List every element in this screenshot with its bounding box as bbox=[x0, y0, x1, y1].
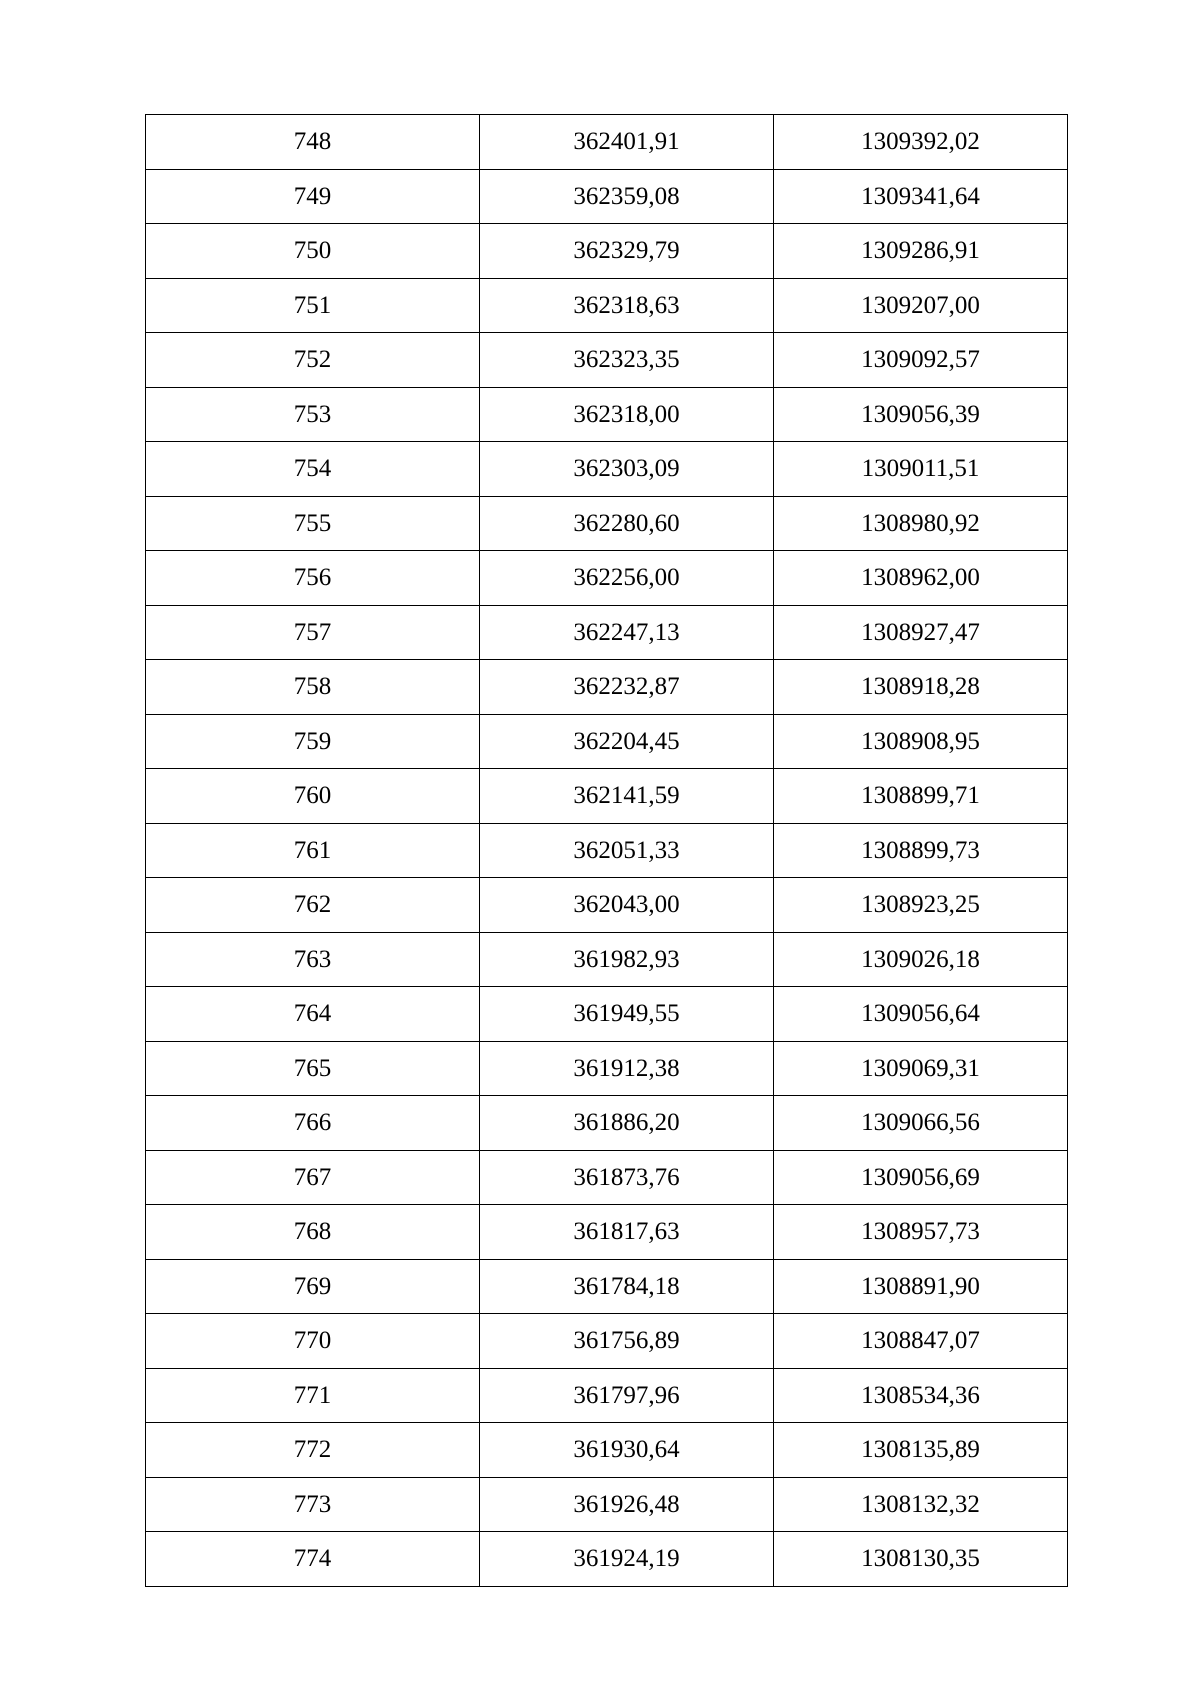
x-coordinate-cell: 361784,18 bbox=[480, 1259, 774, 1314]
table-row bbox=[146, 1150, 1068, 1205]
table-row bbox=[146, 387, 1068, 442]
x-coordinate-cell: 361886,20 bbox=[480, 1096, 774, 1151]
table-row bbox=[146, 551, 1068, 606]
x-coordinate-cell: 361817,63 bbox=[480, 1205, 774, 1260]
y-coordinate-cell: 1308918,28 bbox=[774, 660, 1068, 715]
y-coordinate-cell: 1308980,92 bbox=[774, 496, 1068, 551]
x-coordinate-cell: 362303,09 bbox=[480, 442, 774, 497]
x-coordinate-cell: 362256,00 bbox=[480, 551, 774, 606]
table-row bbox=[146, 605, 1068, 660]
point-number-cell: 771 bbox=[146, 1368, 480, 1423]
point-number-cell: 753 bbox=[146, 387, 480, 442]
y-coordinate-cell: 1308132,32 bbox=[774, 1477, 1068, 1532]
x-coordinate-cell: 362359,08 bbox=[480, 169, 774, 224]
table-row bbox=[146, 714, 1068, 769]
y-coordinate-cell: 1309056,39 bbox=[774, 387, 1068, 442]
y-coordinate-cell: 1309056,69 bbox=[774, 1150, 1068, 1205]
table-row bbox=[146, 115, 1068, 170]
y-coordinate-cell: 1308130,35 bbox=[774, 1532, 1068, 1587]
table-row bbox=[146, 333, 1068, 388]
table-row bbox=[146, 1423, 1068, 1478]
y-coordinate-cell: 1308899,71 bbox=[774, 769, 1068, 824]
table-row bbox=[146, 1532, 1068, 1587]
point-number-cell: 749 bbox=[146, 169, 480, 224]
point-number-cell: 751 bbox=[146, 278, 480, 333]
point-number-cell: 748 bbox=[146, 115, 480, 170]
point-number-cell: 768 bbox=[146, 1205, 480, 1260]
point-number-cell: 774 bbox=[146, 1532, 480, 1587]
table-row bbox=[146, 823, 1068, 878]
table-row bbox=[146, 1259, 1068, 1314]
point-number-cell: 760 bbox=[146, 769, 480, 824]
y-coordinate-cell: 1308927,47 bbox=[774, 605, 1068, 660]
y-coordinate-cell: 1309092,57 bbox=[774, 333, 1068, 388]
y-coordinate-cell: 1308135,89 bbox=[774, 1423, 1068, 1478]
x-coordinate-cell: 361924,19 bbox=[480, 1532, 774, 1587]
y-coordinate-cell: 1309011,51 bbox=[774, 442, 1068, 497]
table-row bbox=[146, 660, 1068, 715]
coordinates-table-body bbox=[146, 115, 1068, 1587]
x-coordinate-cell: 361926,48 bbox=[480, 1477, 774, 1532]
table-row bbox=[146, 169, 1068, 224]
point-number-cell: 750 bbox=[146, 224, 480, 279]
coordinates-table bbox=[145, 114, 1068, 1587]
x-coordinate-cell: 361912,38 bbox=[480, 1041, 774, 1096]
point-number-cell: 764 bbox=[146, 987, 480, 1042]
x-coordinate-cell: 362141,59 bbox=[480, 769, 774, 824]
x-coordinate-cell: 362204,45 bbox=[480, 714, 774, 769]
table-row bbox=[146, 1096, 1068, 1151]
point-number-cell: 756 bbox=[146, 551, 480, 606]
x-coordinate-cell: 362247,13 bbox=[480, 605, 774, 660]
point-number-cell: 773 bbox=[146, 1477, 480, 1532]
table-row bbox=[146, 278, 1068, 333]
point-number-cell: 762 bbox=[146, 878, 480, 933]
x-coordinate-cell: 362043,00 bbox=[480, 878, 774, 933]
x-coordinate-cell: 362232,87 bbox=[480, 660, 774, 715]
y-coordinate-cell: 1308891,90 bbox=[774, 1259, 1068, 1314]
y-coordinate-cell: 1308899,73 bbox=[774, 823, 1068, 878]
x-coordinate-cell: 361756,89 bbox=[480, 1314, 774, 1369]
y-coordinate-cell: 1309066,56 bbox=[774, 1096, 1068, 1151]
point-number-cell: 763 bbox=[146, 932, 480, 987]
y-coordinate-cell: 1308923,25 bbox=[774, 878, 1068, 933]
point-number-cell: 761 bbox=[146, 823, 480, 878]
point-number-cell: 772 bbox=[146, 1423, 480, 1478]
y-coordinate-cell: 1309026,18 bbox=[774, 932, 1068, 987]
y-coordinate-cell: 1308908,95 bbox=[774, 714, 1068, 769]
x-coordinate-cell: 362318,63 bbox=[480, 278, 774, 333]
point-number-cell: 759 bbox=[146, 714, 480, 769]
table-row bbox=[146, 1368, 1068, 1423]
point-number-cell: 754 bbox=[146, 442, 480, 497]
x-coordinate-cell: 362051,33 bbox=[480, 823, 774, 878]
table-row bbox=[146, 1205, 1068, 1260]
point-number-cell: 752 bbox=[146, 333, 480, 388]
x-coordinate-cell: 361930,64 bbox=[480, 1423, 774, 1478]
table-row bbox=[146, 769, 1068, 824]
x-coordinate-cell: 361982,93 bbox=[480, 932, 774, 987]
x-coordinate-cell: 361797,96 bbox=[480, 1368, 774, 1423]
point-number-cell: 767 bbox=[146, 1150, 480, 1205]
point-number-cell: 766 bbox=[146, 1096, 480, 1151]
y-coordinate-cell: 1308962,00 bbox=[774, 551, 1068, 606]
point-number-cell: 765 bbox=[146, 1041, 480, 1096]
y-coordinate-cell: 1309286,91 bbox=[774, 224, 1068, 279]
point-number-cell: 757 bbox=[146, 605, 480, 660]
x-coordinate-cell: 362318,00 bbox=[480, 387, 774, 442]
x-coordinate-cell: 362323,35 bbox=[480, 333, 774, 388]
x-coordinate-cell: 362329,79 bbox=[480, 224, 774, 279]
table-row bbox=[146, 987, 1068, 1042]
point-number-cell: 770 bbox=[146, 1314, 480, 1369]
table-row bbox=[146, 1314, 1068, 1369]
y-coordinate-cell: 1308534,36 bbox=[774, 1368, 1068, 1423]
y-coordinate-cell: 1308847,07 bbox=[774, 1314, 1068, 1369]
x-coordinate-cell: 361949,55 bbox=[480, 987, 774, 1042]
y-coordinate-cell: 1309341,64 bbox=[774, 169, 1068, 224]
x-coordinate-cell: 362280,60 bbox=[480, 496, 774, 551]
table-row bbox=[146, 442, 1068, 497]
y-coordinate-cell: 1308957,73 bbox=[774, 1205, 1068, 1260]
x-coordinate-cell: 362401,91 bbox=[480, 115, 774, 170]
point-number-cell: 758 bbox=[146, 660, 480, 715]
table-row bbox=[146, 932, 1068, 987]
y-coordinate-cell: 1309207,00 bbox=[774, 278, 1068, 333]
point-number-cell: 769 bbox=[146, 1259, 480, 1314]
y-coordinate-cell: 1309069,31 bbox=[774, 1041, 1068, 1096]
table-row bbox=[146, 1477, 1068, 1532]
y-coordinate-cell: 1309056,64 bbox=[774, 987, 1068, 1042]
table-row bbox=[146, 224, 1068, 279]
table-row bbox=[146, 1041, 1068, 1096]
table-row bbox=[146, 878, 1068, 933]
y-coordinate-cell: 1309392,02 bbox=[774, 115, 1068, 170]
point-number-cell: 755 bbox=[146, 496, 480, 551]
x-coordinate-cell: 361873,76 bbox=[480, 1150, 774, 1205]
table-row bbox=[146, 496, 1068, 551]
